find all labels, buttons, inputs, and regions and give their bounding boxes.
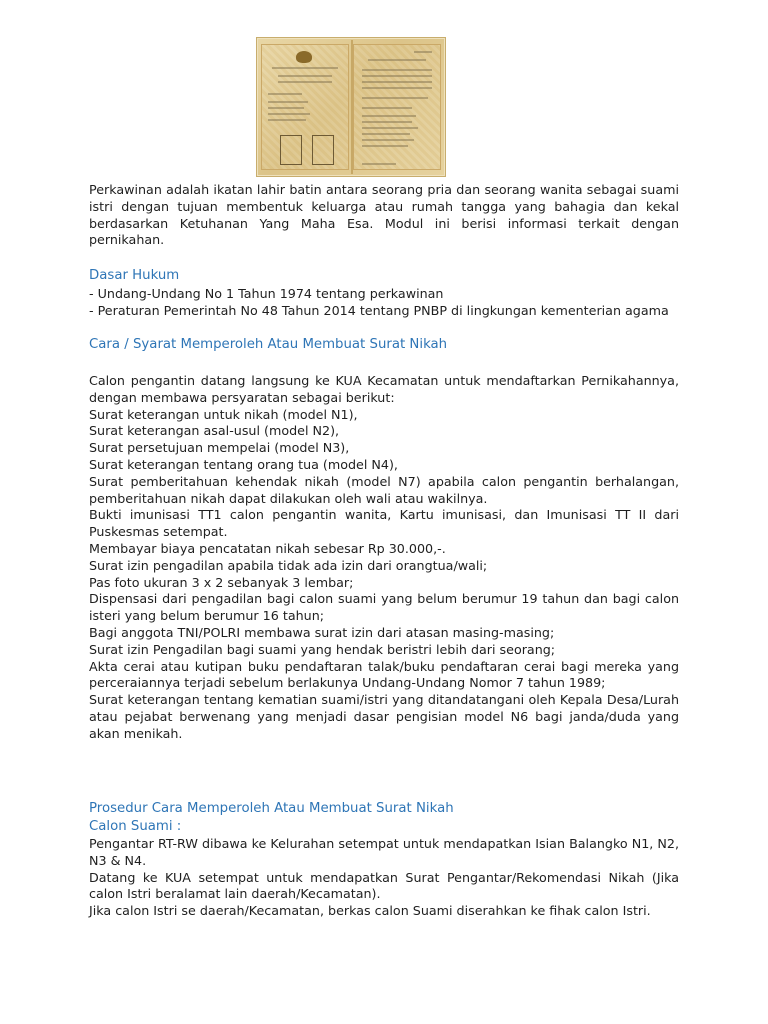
syarat-item: Surat keterangan tentang orang tua (model N4), <box>89 456 398 472</box>
dasar-hukum-item: - Peraturan Pemerintah No 48 Tahun 2014 tentang PNBP di lingkungan kementerian agama <box>89 303 669 318</box>
syarat-item: Surat keterangan untuk nikah (model N1), <box>89 406 358 422</box>
syarat-item: Surat persetujuan mempelai (model N3), <box>89 440 350 456</box>
syarat-lead: Calon pengantin datang langsung ke KUA Kecamatan untuk mendaftarkan Pernikahannya, dengan membawa persyaratan sebagai berikut: <box>89 373 679 405</box>
syarat-item: Surat izin pengadilan apabila tidak ada izin dari orangtua/wali; <box>89 557 488 573</box>
syarat-item: Surat izin Pengadilan bagi suami yang hendak beristri lebih dari seorang; <box>89 641 556 657</box>
syarat-item: Membayar biaya pencatatan nikah sebesar Rp 30.000,-. <box>89 540 446 556</box>
intro-paragraph: Perkawinan adalah ikatan lahir batin antara seorang pria dan seorang wanita sebagai suami istri dengan tujuan membentuk keluarga atau rumah tangga yang bahagia dan kekal berdasarkan Ketuhanan Yang Maha Esa. Modul ini berisi informasi terkait dengan pernikahan. <box>89 182 679 248</box>
calon-suami-subheading: Calon Suami : <box>89 819 182 834</box>
syarat-item: Bagi anggota TNI/POLRI membawa surat izin dari atasan masing-masing; <box>89 624 555 640</box>
prosedur-item: Pengantar RT-RW dibawa ke Kelurahan setempat untuk mendapatkan Isian Balangko N1, N2, N3 & N4. <box>89 836 679 868</box>
syarat-item: Dispensasi dari pengadilan bagi calon suami yang belum berumur 19 tahun dan bagi calon isteri yang belum berumur 16 tahun; <box>89 591 679 624</box>
garuda-emblem-icon <box>296 51 312 63</box>
marriage-certificate-image <box>256 37 446 177</box>
syarat-item: Surat pemberitahuan kehendak nikah (model N7) apabila calon pengantin berhalangan, pemberitahuan nikah dapat dilakukan oleh wali atau wakilnya. <box>89 473 679 506</box>
prosedur-block <box>89 836 679 920</box>
syarat-item: Surat keterangan tentang kematian suami/istri yang ditandatangani oleh Kepala Desa/Lurah atau pejabat berwenang yang menjadi dasar pengisian model N6 bagi janda/duda yang akan menikah. <box>89 692 679 741</box>
prosedur-heading: Prosedur Cara Memperoleh Atau Membuat Surat Nikah <box>89 801 454 816</box>
dasar-hukum-heading: Dasar Hukum <box>89 268 180 283</box>
photo-box-right <box>312 135 334 165</box>
syarat-block <box>89 373 679 743</box>
syarat-heading: Cara / Syarat Memperoleh Atau Membuat Surat Nikah <box>89 337 448 352</box>
prosedur-item: Datang ke KUA setempat untuk mendapatkan Surat Pengantar/Rekomendasi Nikah (Jika calon Istri beralamat lain daerah/Kecamatan). <box>89 869 679 902</box>
syarat-item: Akta cerai atau kutipan buku pendaftaran talak/buku pendaftaran cerai bagi mereka yang perceraiannya terjadi sebelum berlakunya Undang-Undang Nomor 7 tahun 1989; <box>89 658 679 691</box>
certificate-left-page <box>261 44 349 170</box>
certificate-right-page <box>353 44 441 170</box>
syarat-item: Bukti imunisasi TT1 calon pengantin wanita, Kartu imunisasi, dan Imunisasi TT II dari Puskesmas setempat. <box>89 507 679 540</box>
syarat-item: Pas foto ukuran 3 x 2 sebanyak 3 lembar; <box>89 574 354 590</box>
dasar-hukum-item: - Undang-Undang No 1 Tahun 1974 tentang perkawinan <box>89 286 444 301</box>
photo-box-left <box>280 135 302 165</box>
syarat-item: Surat keterangan asal-usul (model N2), <box>89 423 340 439</box>
prosedur-item: Jika calon Istri se daerah/Kecamatan, berkas calon Suami diserahkan ke fihak calon Istri. <box>89 903 651 919</box>
